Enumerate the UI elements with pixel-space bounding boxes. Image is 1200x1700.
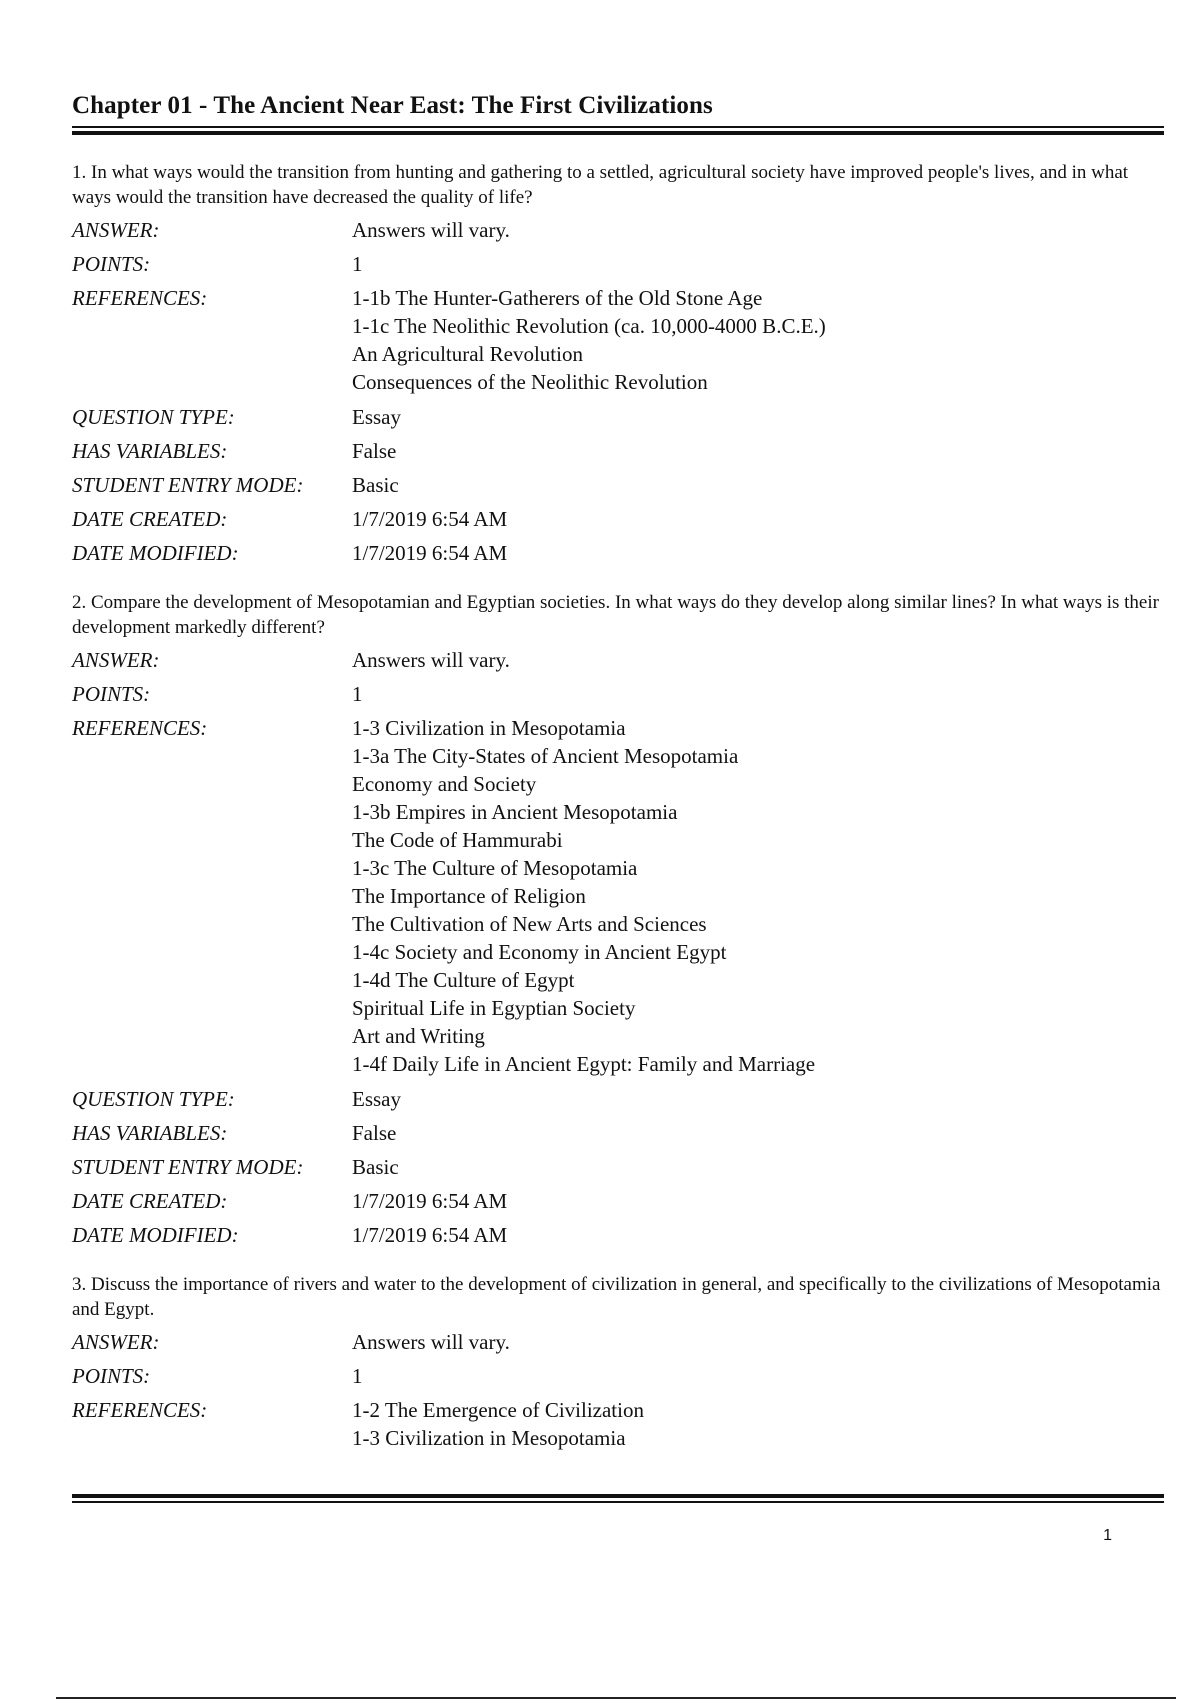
reference-item: 1-2 The Emergence of Civilization	[352, 1398, 644, 1422]
date-modified-label: DATE MODIFIED:	[72, 1223, 239, 1247]
reference-item: An Agricultural Revolution	[352, 342, 583, 366]
question-type-label: QUESTION TYPE:	[72, 1087, 235, 1111]
question-item	[72, 590, 1164, 1252]
student-entry-mode-value: Basic	[352, 1155, 399, 1179]
answer-value: Answers will vary.	[352, 648, 510, 672]
date-modified-value: 1/7/2019 6:54 AM	[352, 541, 508, 565]
page-number: 1	[1103, 1527, 1112, 1544]
answer-row	[72, 643, 1164, 677]
reference-item: 1-3b Empires in Ancient Mesopotamia	[352, 800, 678, 824]
points-row	[72, 1359, 1164, 1393]
question-item	[72, 160, 1164, 570]
references-label: REFERENCES:	[72, 286, 208, 310]
points-value: 1	[352, 252, 363, 276]
reference-item: 1-3c The Culture of Mesopotamia	[352, 856, 638, 880]
reference-item: 1-4c Society and Economy in Ancient Egypt	[352, 940, 727, 964]
has-variables-row	[72, 1116, 1164, 1150]
reference-item: 1-1b The Hunter-Gatherers of the Old Stone Age	[352, 286, 763, 310]
references-list	[352, 711, 815, 1082]
reference-item: 1-3 Civilization in Mesopotamia	[352, 1426, 626, 1450]
reference-item: Economy and Society	[352, 772, 537, 796]
reference-item: Art and Writing	[352, 1024, 485, 1048]
date-modified-label: DATE MODIFIED:	[72, 541, 239, 565]
references-list	[352, 281, 826, 400]
question-type-row	[72, 400, 1164, 434]
references-row	[72, 281, 1164, 400]
has-variables-value: False	[352, 1121, 397, 1145]
question-type-value: Essay	[352, 405, 401, 429]
answer-label: ANSWER:	[72, 648, 160, 672]
has-variables-label: HAS VARIABLES:	[72, 439, 228, 463]
question-type-value: Essay	[352, 1087, 401, 1111]
references-label: REFERENCES:	[72, 716, 208, 740]
answer-label: ANSWER:	[72, 1330, 160, 1354]
reference-item: The Code of Hammurabi	[352, 828, 563, 852]
answer-value: Answers will vary.	[352, 218, 510, 242]
date-created-label: DATE CREATED:	[72, 507, 228, 531]
reference-item: Spiritual Life in Egyptian Society	[352, 996, 636, 1020]
points-row	[72, 247, 1164, 281]
student-entry-mode-label: STUDENT ENTRY MODE:	[72, 1155, 304, 1179]
date-created-label: DATE CREATED:	[72, 1189, 228, 1213]
question-type-label: QUESTION TYPE:	[72, 405, 235, 429]
question-type-row	[72, 1082, 1164, 1116]
question-text: 2. Compare the development of Mesopotamian and Egyptian societies. In what ways do they develop along similar lines? In what ways is their development markedly different?	[72, 592, 1159, 638]
reference-item: 1-4d The Culture of Egypt	[352, 968, 575, 992]
answer-row	[72, 1325, 1164, 1359]
question-item	[72, 1272, 1164, 1456]
date-modified-row	[72, 1218, 1164, 1252]
answer-label: ANSWER:	[72, 218, 160, 242]
points-label: POINTS:	[72, 682, 151, 706]
answer-row	[72, 213, 1164, 247]
bottom-double-rule	[72, 1494, 1164, 1503]
references-row	[72, 711, 1164, 1082]
has-variables-value: False	[352, 439, 397, 463]
has-variables-label: HAS VARIABLES:	[72, 1121, 228, 1145]
student-entry-mode-row	[72, 468, 1164, 502]
student-entry-mode-row	[72, 1150, 1164, 1184]
reference-item: 1-3a The City-States of Ancient Mesopotamia	[352, 744, 739, 768]
page-bottom-divider	[56, 1697, 1176, 1699]
reference-item: 1-4f Daily Life in Ancient Egypt: Family and Marriage	[352, 1052, 816, 1076]
page-title: Chapter 01 - The Ancient Near East: The First Civilizations	[72, 92, 713, 119]
top-double-rule	[72, 126, 1164, 135]
references-label: REFERENCES:	[72, 1398, 208, 1422]
date-modified-row	[72, 536, 1164, 570]
reference-item: 1-3 Civilization in Mesopotamia	[352, 716, 626, 740]
reference-item: Consequences of the Neolithic Revolution	[352, 370, 708, 394]
date-created-row	[72, 1184, 1164, 1218]
reference-item: The Importance of Religion	[352, 884, 586, 908]
reference-item: 1-1c The Neolithic Revolution (ca. 10,000-4000 B.C.E.)	[352, 314, 826, 338]
answer-value: Answers will vary.	[352, 1330, 510, 1354]
date-modified-value: 1/7/2019 6:54 AM	[352, 1223, 508, 1247]
has-variables-row	[72, 434, 1164, 468]
points-row	[72, 677, 1164, 711]
question-list	[72, 160, 1164, 1476]
reference-item: The Cultivation of New Arts and Sciences	[352, 912, 707, 936]
student-entry-mode-label: STUDENT ENTRY MODE:	[72, 473, 304, 497]
points-value: 1	[352, 682, 363, 706]
references-list	[352, 1393, 644, 1456]
references-row	[72, 1393, 1164, 1456]
date-created-value: 1/7/2019 6:54 AM	[352, 1189, 508, 1213]
points-value: 1	[352, 1364, 363, 1388]
question-text: 3. Discuss the importance of rivers and water to the development of civilization in general, and specifically to the civilizations of Mesopotamia and Egypt.	[72, 1274, 1161, 1320]
points-label: POINTS:	[72, 252, 151, 276]
student-entry-mode-value: Basic	[352, 473, 399, 497]
points-label: POINTS:	[72, 1364, 151, 1388]
question-text: 1. In what ways would the transition from hunting and gathering to a settled, agricultural society have improved people's lives, and in what ways would the transition have decreased the quality of life?	[72, 162, 1129, 208]
date-created-value: 1/7/2019 6:54 AM	[352, 507, 508, 531]
date-created-row	[72, 502, 1164, 536]
